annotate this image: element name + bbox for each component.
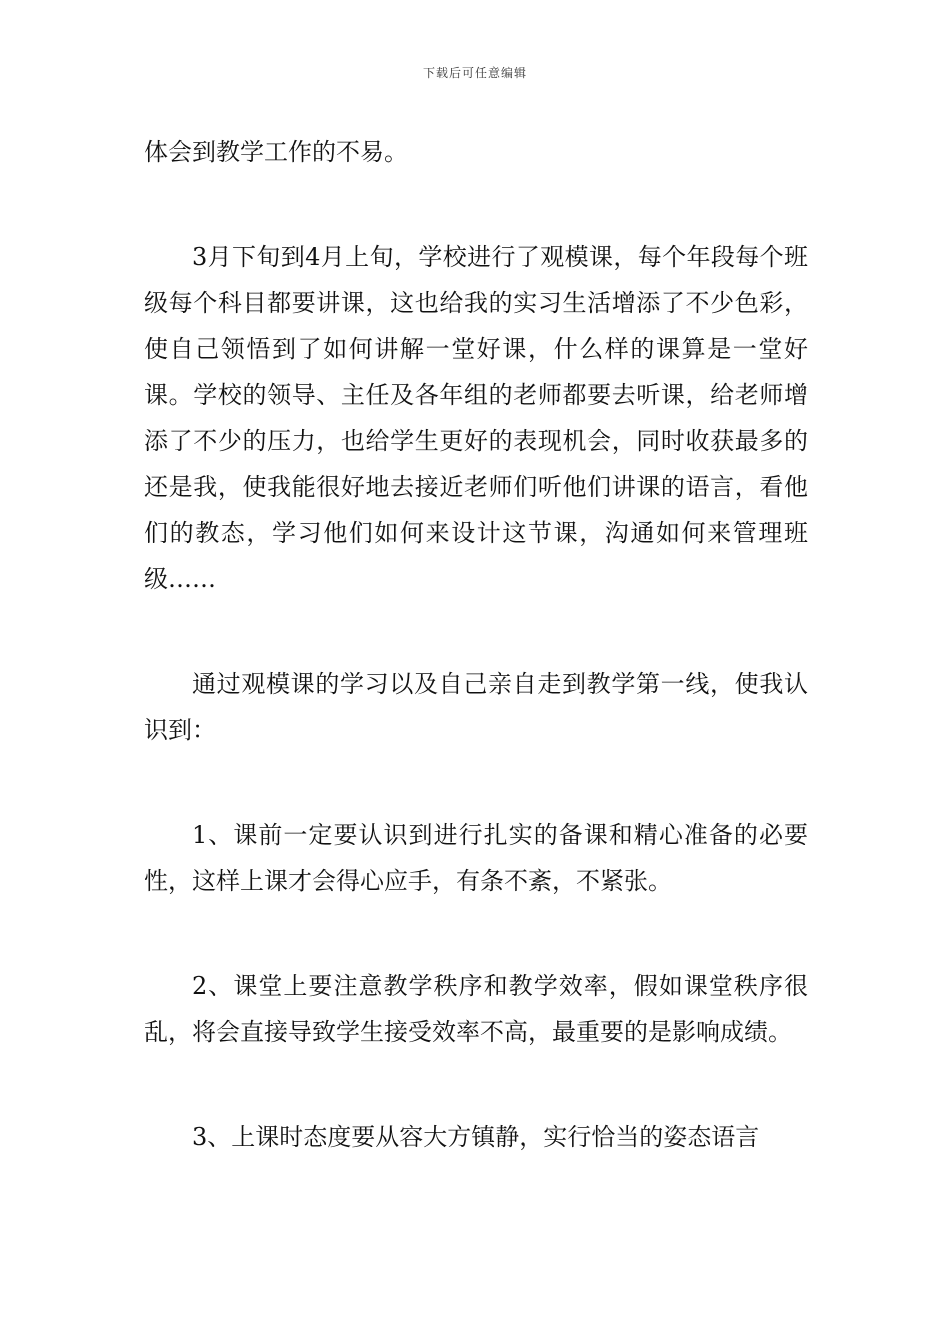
page-header-note: 下载后可任意编辑 [422, 66, 527, 80]
paragraph-continuation: 体会到教学工作的不易。 [144, 138, 408, 166]
paragraph-observation-lessons: 3月下旬到4月上旬，学校进行了观模课，每个年段每个班级每个科目都要讲课，这也给我的实习生活增添了不少色彩，使自己领悟到了如何讲解一堂好课，什么样的课算是一堂好课。学校的领导、主任及各年组的老师都要去听课，给老师增添了不少的压力，也给学生更好的表现机会，同时收获最多的还是我，使我能很好地去接近老师们听他们讲课的语言，看他们的教态，学习他们如何来设计这节课，沟通如何来管理班级…… [144, 243, 808, 593]
paragraph-point-3: 3、上课时态度要从容大方镇静，实行恰当的姿态语言 [192, 1123, 760, 1151]
document-body [144, 129, 808, 1160]
paragraph-point-1: 1、课前一定要认识到进行扎实的备课和精心准备的必要性，这样上课才会得心应手，有条不紊，不紧张。 [144, 821, 808, 895]
paragraph-point-2: 2、课堂上要注意教学秩序和教学效率，假如课堂秩序很乱，将会直接导致学生接受效率不高，最重要的是影响成绩。 [144, 972, 808, 1046]
paragraph-realization: 通过观模课的学习以及自己亲自走到教学第一线，使我认识到： [144, 670, 808, 744]
